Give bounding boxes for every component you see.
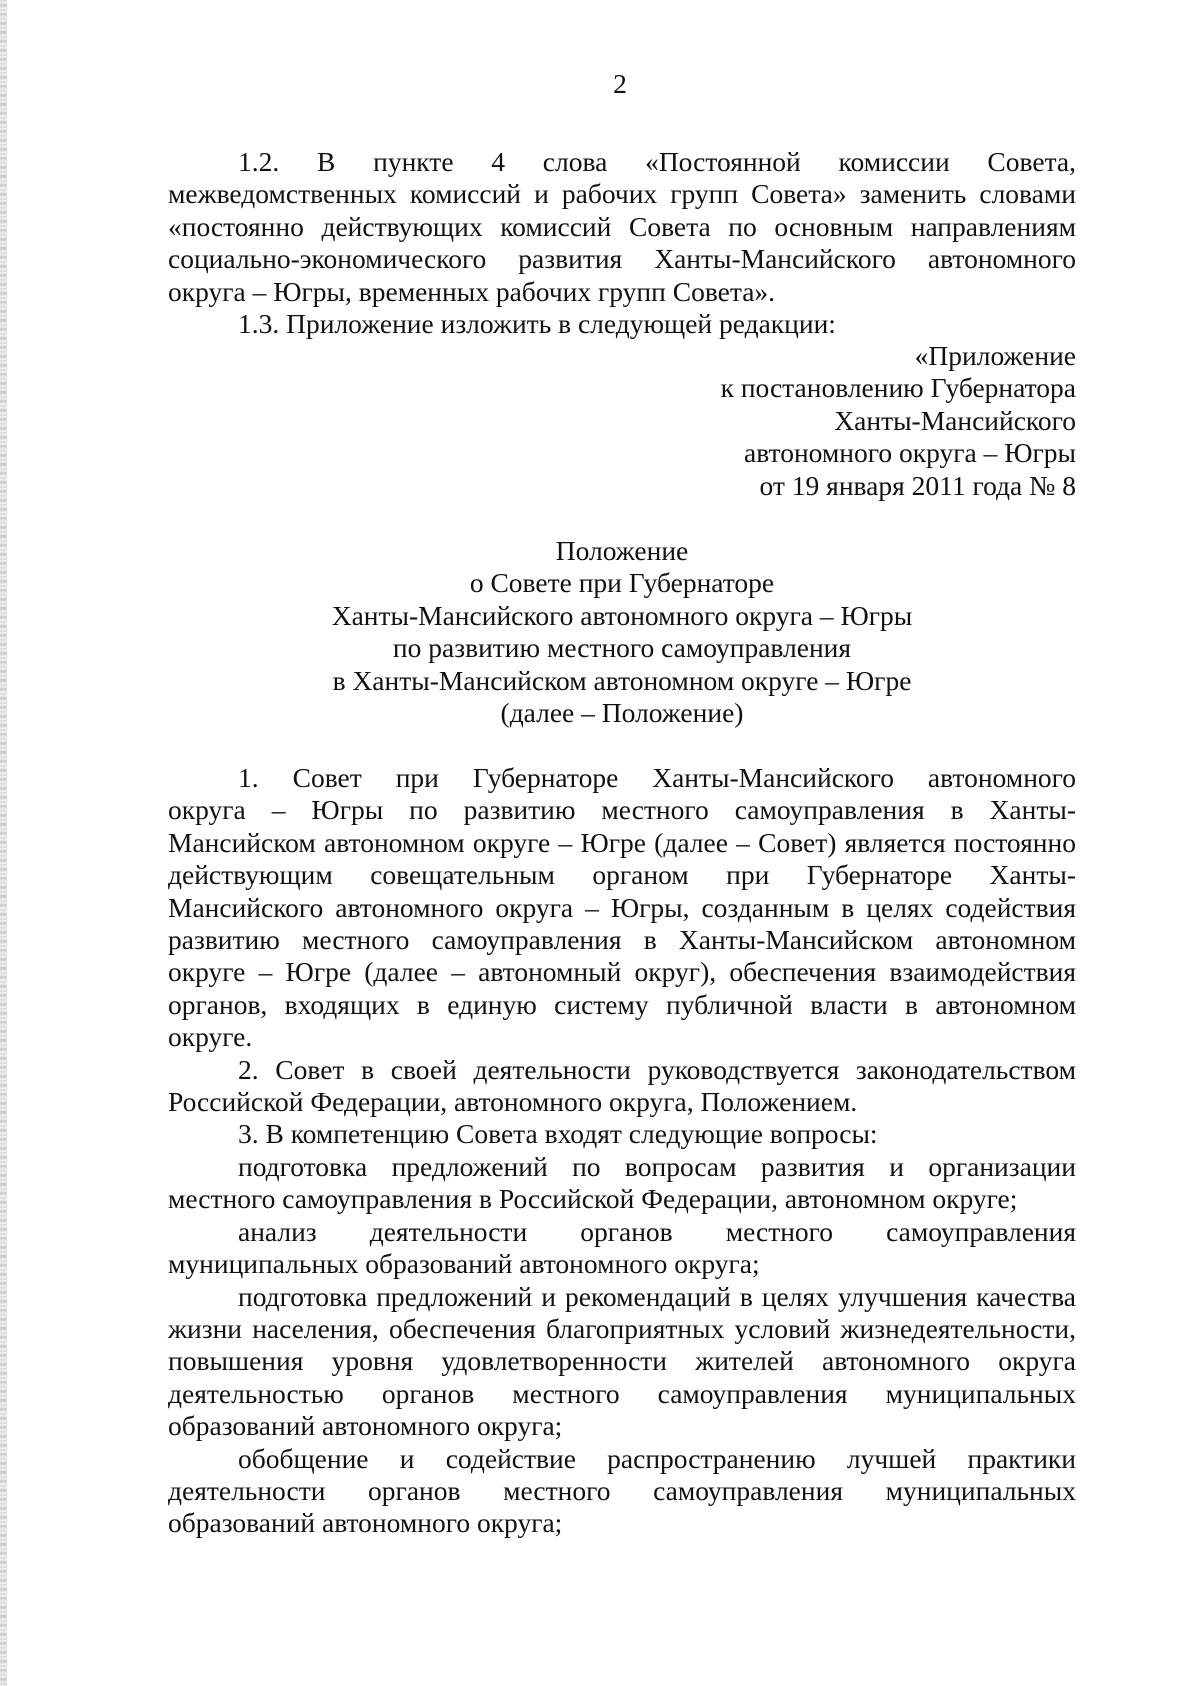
- text-line: жизни населения, обеспечения благоприятных условий жизнедеятельности,: [168, 1312, 1076, 1344]
- text-line: Мансийского автономного округа – Югры, созданным в целях содействия: [168, 891, 1076, 923]
- text-line: муниципальных образований автономного округа;: [168, 1248, 760, 1280]
- regulation-body: [168, 762, 1076, 1540]
- title-line: Ханты-Мансийского автономного округа – Югры: [331, 599, 913, 631]
- text-line: округе – Югре (далее – автономный округ), обеспечения взаимодействия: [168, 956, 1076, 988]
- text-line: анализ деятельности органов местного самоуправления: [238, 1215, 1076, 1247]
- text-line: подготовка предложений по вопросам развития и организации: [238, 1150, 1076, 1182]
- text-line: округа – Югры по развитию местного самоуправления в Ханты-: [168, 794, 1076, 826]
- scan-edge-artifact: [0, 0, 7, 1686]
- text-line: 1. Совет при Губернаторе Ханты-Мансийского автономного: [238, 762, 1076, 793]
- appendix-line: «Приложение: [914, 340, 1076, 371]
- text-line: обобщение и содействие распространению лучшей практики: [238, 1442, 1076, 1474]
- text-line: деятельностью органов местного самоуправления муниципальных: [168, 1377, 1076, 1409]
- appendix-line: автономного округа – Югры: [744, 437, 1076, 469]
- text-line: подготовка предложений и рекомендаций в целях улучшения качества: [238, 1280, 1076, 1312]
- text-line: органов, входящих в единую систему публичной власти в автономном: [168, 988, 1076, 1020]
- page-number: 2: [613, 68, 627, 99]
- title-line: по развитию местного самоуправления: [392, 632, 852, 664]
- text-line: межведомственных комиссий и рабочих групп Совета» заменить словами: [168, 178, 1076, 210]
- text-line: социально-экономического развития Ханты-Мансийского автономного: [168, 243, 1076, 275]
- title-line: (далее – Положение): [500, 697, 744, 729]
- text-line: повышения уровня удовлетворенности жителей автономного округа: [168, 1345, 1076, 1377]
- text-line: 3. В компетенцию Совета входят следующие вопросы:: [238, 1118, 878, 1150]
- text-line: образований автономного округа;: [168, 1507, 563, 1539]
- title-line: в Ханты-Мансийском автономном округе – Югре: [332, 664, 912, 696]
- text-line: округе.: [168, 1021, 253, 1053]
- text-line: деятельности органов местного самоуправления муниципальных: [168, 1474, 1076, 1506]
- appendix-header: [721, 340, 1076, 502]
- text-line: 1.3. Приложение изложить в следующей редакции:: [238, 308, 836, 340]
- text-line: округа – Югры, временных рабочих групп Совета».: [168, 275, 776, 307]
- text-line: 1.2. В пункте 4 слова «Постоянной комиссии Совета,: [238, 146, 1076, 177]
- text-line: «постоянно действующих комиссий Совета по основным направлениям: [168, 210, 1076, 242]
- title-line: о Совете при Губернаторе: [469, 567, 775, 599]
- text-line: образований автономного округа;: [168, 1410, 563, 1442]
- text-line: развитию местного самоуправления в Ханты-Мансийском автономном: [168, 924, 1076, 956]
- text-line: действующим совещательным органом при Губернаторе Ханты-: [168, 859, 1076, 891]
- title-line: Положение: [555, 535, 689, 566]
- text-line: 2. Совет в своей деятельности руководствуется законодательством: [238, 1053, 1076, 1085]
- text-line: Российской Федерации, автономного округа, Положением.: [168, 1086, 858, 1118]
- text-line: местного самоуправления в Российской Федерации, автономном округе;: [168, 1183, 1018, 1215]
- amendment-text: [168, 146, 1076, 340]
- text-line: Мансийском автономном округе – Югре (далее – Совет) является постоянно: [168, 826, 1076, 858]
- regulation-title: [168, 535, 1076, 729]
- appendix-line: от 19 января 2011 года № 8: [759, 469, 1076, 501]
- appendix-line: к постановлению Губернатора: [720, 372, 1076, 404]
- appendix-line: Ханты-Мансийского: [834, 404, 1076, 436]
